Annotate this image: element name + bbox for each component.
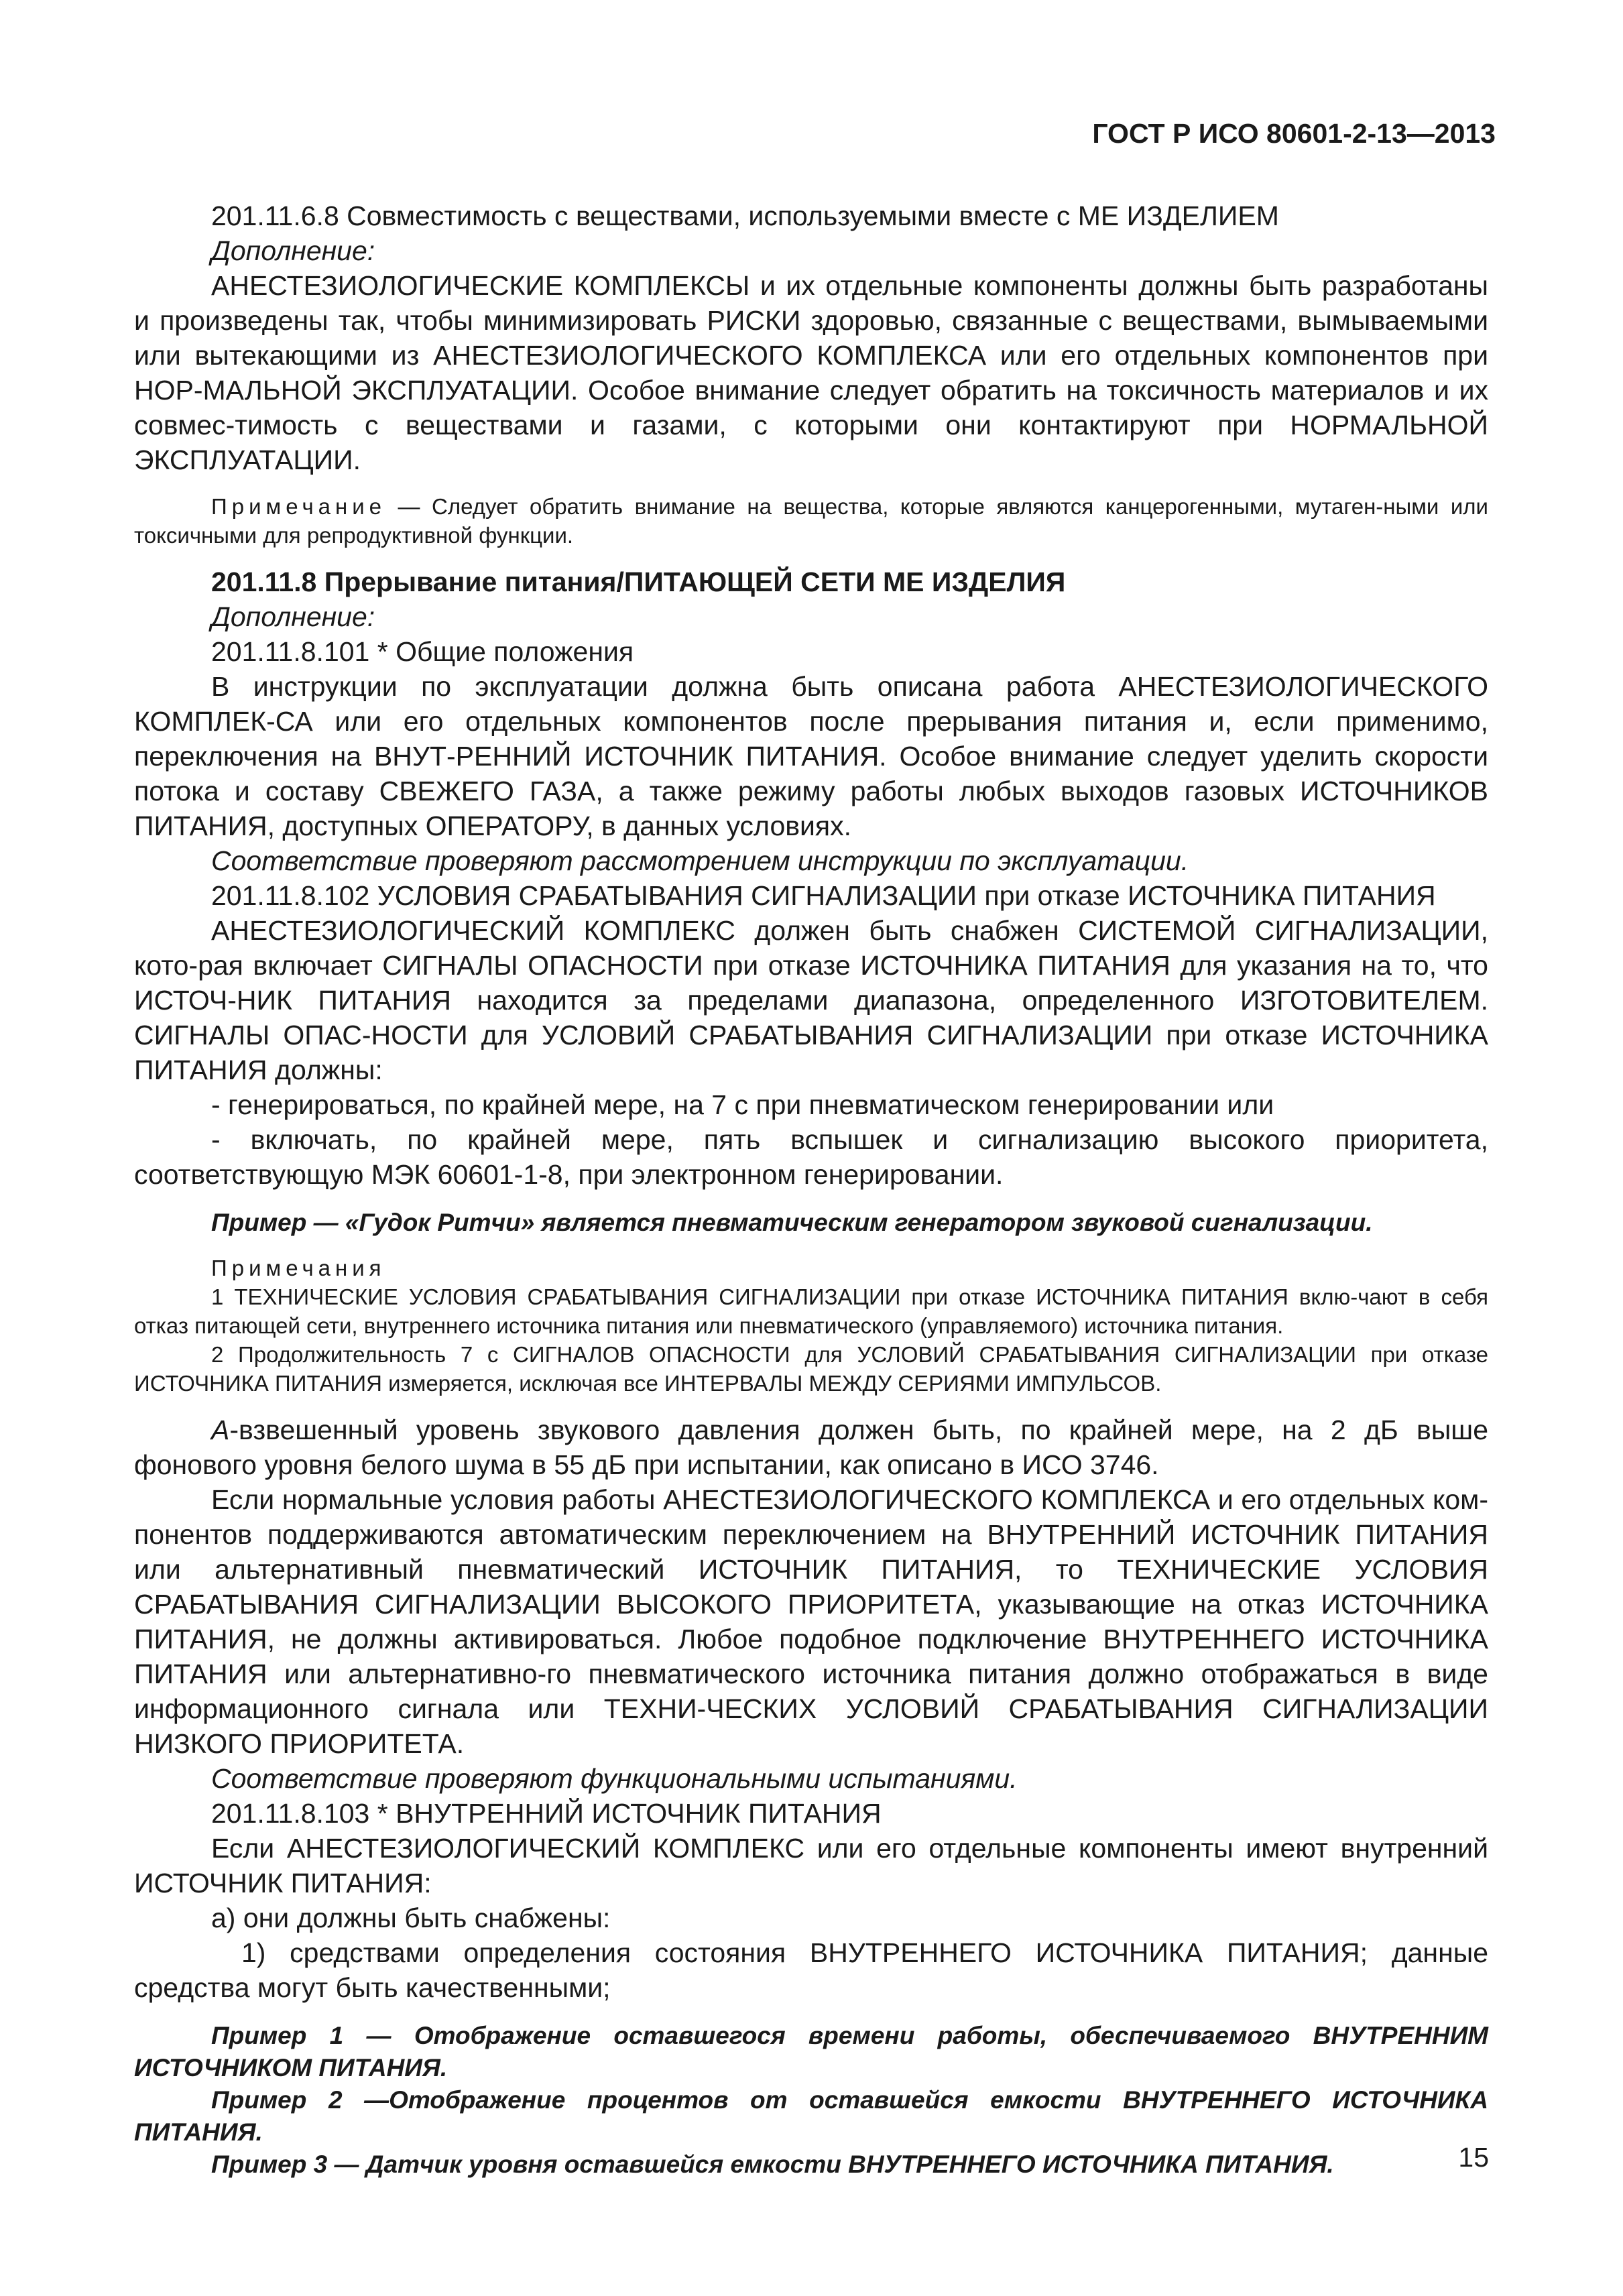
list-item-bullet-1: - генерироваться, по крайней мере, на 7 с при пневматическом генерировании или [211,1089,1274,1120]
page-number: 15 [1458,2142,1489,2173]
example-1: Пример 1 — Отображение оставшегося времени работы, обеспечиваемого ВНУТРЕННИМ ИСТОЧНИКОМ ПИТАНИЯ. [134,2022,1488,2081]
addition-label: Дополнение: [211,235,375,266]
a-weighted-text: -взвешенный уровень звукового давления должен быть, по крайней мере, на 2 дБ выше фонового уровня белого шума в 55 дБ при испытании, как описано в ИСО 3746. [134,1414,1488,1480]
subsection-title-101: 201.11.8.101 * Общие положения [211,636,634,667]
compliance-check-101: Соответствие проверяют рассмотрением инструкции по эксплуатации. [211,845,1189,876]
note-carcinogens [134,492,1488,550]
paragraph-102: АНЕСТЕЗИОЛОГИЧЕСКИЙ КОМПЛЕКС должен быть снабжен СИСТЕМОЙ СИГНАЛИЗАЦИИ, кото-рая включает СИГНАЛЫ ОПАСНОСТИ при отказе ИСТОЧНИКА ПИТАНИЯ для указания на то, что ИСТОЧ-НИК ПИТАНИЯ находится за пределами диапазона, определенного ИЗГОТОВИТЕЛЕМ. СИГНАЛЫ ОПАС-НОСТИ для УСЛОВИЙ СРАБАТЫВАНИЯ СИГНАЛИЗАЦИИ при отказе ИСТОЧНИКА ПИТАНИЯ должны: [134,915,1488,1085]
subsection-title-102: 201.11.8.102 УСЛОВИЯ СРАБАТЫВАНИЯ СИГНАЛИЗАЦИИ при отказе ИСТОЧНИКА ПИТАНИЯ [211,880,1436,911]
list-item-a: а) они должны быть снабжены: [211,1902,611,1933]
notes-label: Примечания [211,1256,386,1280]
section-title-8: 201.11.8 Прерывание питания/ПИТАЮЩЕЙ СЕТИ МЕ ИЗДЕЛИЯ [211,566,1066,597]
paragraph-101: В инструкции по эксплуатации должна быть описана работа АНЕСТЕЗИОЛОГИЧЕСКОГО КОМПЛЕК-СА или его отдельных компонентов после прерывания питания и, если применимо, переключения на ВНУТ-РЕННИЙ ИСТОЧНИК ПИТАНИЯ. Особое внимание следует уделить скорости потока и составу СВЕЖЕГО ГАЗА, а также режиму работы любых выходов газовых ИСТОЧНИКОВ ПИТАНИЯ, доступных ОПЕРАТОРУ, в данных условиях. [134,671,1488,841]
paragraph-a-weighted [134,1412,1488,1482]
page-content [134,198,1488,2181]
paragraph-normal-conditions: Если нормальные условия работы АНЕСТЕЗИОЛОГИЧЕСКОГО КОМПЛЕКСА и его отдельных ком-понентов поддерживаются автоматическим переключением на ВНУТРЕННИЙ ИСТОЧНИК ПИТАНИЯ или альтернативный пневматический ИСТОЧНИК ПИТАНИЯ, то ТЕХНИЧЕСКИЕ УСЛОВИЯ СРАБАТЫВАНИЯ СИГНАЛИЗАЦИИ ВЫСОКОГО ПРИОРИТЕТА, указывающие на отказ ИСТОЧНИКА ПИТАНИЯ, не должны активироваться. Любое подобное подключение ВНУТРЕННЕГО ИСТОЧНИКА ПИТАНИЯ или альтернативно-го пневматического источника питания должно отображаться в виде информационного сигнала или ТЕХНИ-ЧЕСКИХ УСЛОВИЙ СРАБАТЫВАНИЯ СИГНАЛИЗАЦИИ НИЗКОГО ПРИОРИТЕТА. [134,1484,1488,1759]
paragraph-103: Если АНЕСТЕЗИОЛОГИЧЕСКИЙ КОМПЛЕКС или его отдельные компоненты имеют внутренний ИСТОЧНИК ПИТАНИЯ: [134,1833,1488,1898]
example-2: Пример 2 —Отображение процентов от оставшейся емкости ВНУТРЕННЕГО ИСТОЧНИКА ПИТАНИЯ. [134,2086,1488,2146]
a-weighted-letter: А [211,1414,230,1445]
addition-label-2: Дополнение: [211,601,375,632]
list-item-1: 1) средствами определения состояния ВНУТРЕННЕГО ИСТОЧНИКА ПИТАНИЯ; данные средства могут быть качественными; [134,1937,1488,2003]
note-label: Примечание [211,494,387,519]
note-1: 1 ТЕХНИЧЕСКИЕ УСЛОВИЯ СРАБАТЫВАНИЯ СИГНАЛИЗАЦИИ при отказе ИСТОЧНИКА ПИТАНИЯ вклю-чают в себя отказ питающей сети, внутреннего источника питания или пневматического (управляемого) источника питания. [134,1284,1488,1338]
example-3: Пример 3 — Датчик уровня оставшейся емкости ВНУТРЕННЕГО ИСТОЧНИКА ПИТАНИЯ. [211,2151,1334,2178]
subsection-title-103: 201.11.8.103 * ВНУТРЕННИЙ ИСТОЧНИК ПИТАНИЯ [211,1798,882,1829]
section-title-6-8: 201.11.6.8 Совместимость с веществами, используемыми вместе с МЕ ИЗДЕЛИЕМ [211,200,1279,231]
list-item-bullet-2: - включать, по крайней мере, пять вспышек и сигнализацию высокого приоритета, соответствующую МЭК 60601-1-8, при электронном генерировании. [134,1124,1488,1190]
standard-header: ГОСТ Р ИСО 80601-2-13—2013 [1092,118,1496,149]
paragraph-compatibility: АНЕСТЕЗИОЛОГИЧЕСКИЕ КОМПЛЕКСЫ и их отдельные компоненты должны быть разработаны и произведены так, чтобы минимизировать РИСКИ здоровью, связанные с веществами, вымываемыми или вытекающими из АНЕСТЕЗИОЛОГИЧЕСКОГО КОМПЛЕКСА или его отдельных компонентов при НОР-МАЛЬНОЙ ЭКСПЛУАТАЦИИ. Особое внимание следует обратить на токсичность материалов и их совмес-тимость с веществами и газами, с которыми они контактируют при НОРМАЛЬНОЙ ЭКСПЛУАТАЦИИ. [134,270,1488,475]
note-2: 2 Продолжительность 7 с СИГНАЛОВ ОПАСНОСТИ для УСЛОВИЙ СРАБАТЫВАНИЯ СИГНАЛИЗАЦИИ при отказе ИСТОЧНИКА ПИТАНИЯ измеряется, исключая все ИНТЕРВАЛЫ МЕЖДУ СЕРИЯМИ ИМПУЛЬСОВ. [134,1342,1488,1396]
compliance-check-functional: Соответствие проверяют функциональными испытаниями. [211,1763,1018,1794]
example-ritchie-whistle: Пример — «Гудок Ритчи» является пневматическим генератором звуковой сигнализации. [211,1209,1373,1236]
note-text: — Следует обратить внимание на вещества, которые являются канцерогенными, мутаген-ными или токсичными для репродуктивной функции. [134,494,1488,548]
